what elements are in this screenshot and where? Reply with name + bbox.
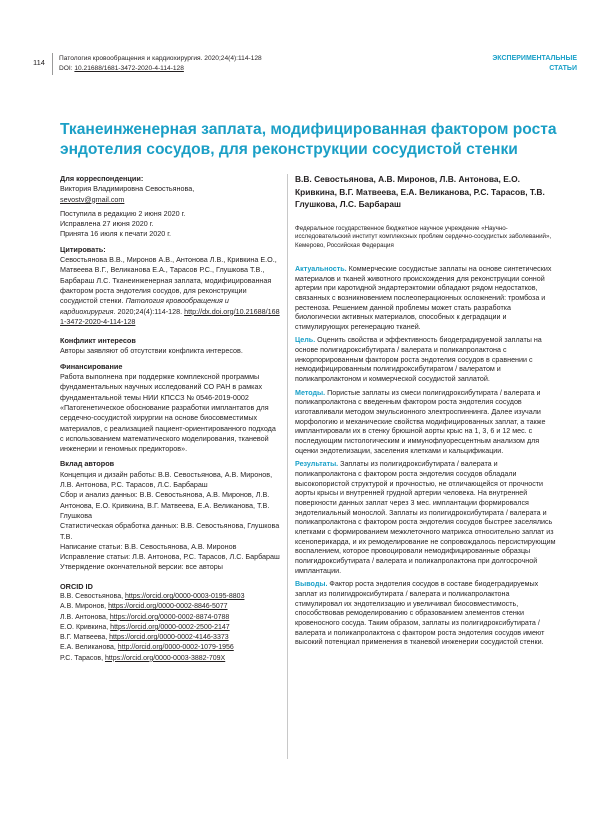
orcid-author: В.В. Севостьянова, <box>60 592 125 600</box>
orcid-author: Е.О. Кривкина, <box>60 623 111 631</box>
methods-text: Пористые заплаты из смеси полигидроксибутирата / валерата и поликапролактона с введенным фактором роста эндотелия сосудов изготавливали методом эмульсионного электроспиннинга. Далее изучали морфологию и механические свойства модифицированных заплат, а также имплантировали их в стенку брюшной аорты крыс на 1, 3, 6 и 12 мес. с последующим гистологическим и иммунофлуоресцентным анализом для оценки эндотелизации, заселения клетками и кальцификации. <box>295 388 546 455</box>
orcid-entry <box>60 613 280 623</box>
abstract-methods <box>295 389 557 457</box>
orcid-author: Р.С. Тарасов, <box>60 654 105 662</box>
contribution-heading: Вклад авторов <box>60 459 115 469</box>
doi-line <box>59 64 262 74</box>
doi-link[interactable]: 10.21688/1681-3472-2020-4-114-128 <box>74 65 184 72</box>
orcid-entry <box>60 602 280 612</box>
section-label-line-1: ЭКСПЕРИМЕНТАЛЬНЫЕ <box>492 55 577 62</box>
correspondence-name: Виктория Владимировна Севостьянова, <box>60 184 195 194</box>
conclusions-text: Фактор роста эндотелия сосудов в составе биодеградируемых заплат из полигидроксибутирата / валерата и поликапролактона стимулировал их эндотелизацию и увеличивал биосовместимость, способствовав ремоделированию с образованием элементов стенки кровеносного сосуда. Таким образом, заплаты из полигидроксибутирата / валерата и поликапролактона с фактором роста эндотелия сосудов имеют высокий потенциал применения в тканевой инженерии сосудистой стенки. <box>295 580 545 647</box>
contribution-line: Концепция и дизайн работы: В.В. Севостьянова, А.В. Миронов, Л.В. Антонова, Р.С. Тарасов, Л.С. Барбараш <box>60 469 273 490</box>
citation-journal: Патология кровообращения и кардиохирургия <box>60 296 229 316</box>
orcid-entry <box>60 654 280 664</box>
accepted-date: Принята 16 июля к печати 2020 г. <box>60 229 171 239</box>
relevance-label: Актуальность. <box>295 264 347 273</box>
funding-heading: Финансирование <box>60 361 123 371</box>
methods-label: Методы. <box>295 388 326 397</box>
section-label-line-2: СТАТЬИ <box>549 64 577 72</box>
orcid-link[interactable]: https://orcid.org/0000-0003-3882-709X <box>104 654 226 662</box>
citation-body: Севостьянова В.В., Миронов А.В., Антонова Л.В., Кривкина Е.О., Матвеева В.Г., Великанова Е.А., Тарасов Р.С., Глушкова Т.В., Барбараш Л.С. Тканеинженерная заплата, модифицированная фактором роста эндотелия сосудов, для реконструкции сосудистой стенки. <box>60 255 277 306</box>
citation-link[interactable]: http://dx.doi.org/10.21688/1681-3472-2020-4-114-128 <box>60 306 280 326</box>
aim-text: Оценить свойства и эффективность биодеградируемой заплаты на основе полигидроксибутирата / валерата и поликапролактона с инкорпорированным фактором роста эндотелия сосудов в сравнении с немодифицированным полигидроксибутиратом / валератом и поликапролактоном и коммерческой сосудистой заплатой. <box>295 336 542 384</box>
orcid-link[interactable]: https://orcid.org/0000-0003-0195-8803 <box>124 592 245 600</box>
column-divider <box>287 174 288 759</box>
contribution-line: Исправление статьи: Л.В. Антонова, Р.С. Тарасов, Л.С. Барбараш <box>60 552 280 562</box>
citation-text <box>60 255 280 327</box>
aim-label: Цель. <box>295 336 316 345</box>
article-info-column <box>60 174 280 664</box>
article-title: Тканеинженерная заплата, модифицированная фактором роста эндотелия сосудов, для реконструкции сосудистой стенки <box>60 121 557 158</box>
abstract-results <box>295 460 557 576</box>
orcid-heading: ORCID ID <box>60 581 93 591</box>
results-label: Результаты. <box>295 460 339 469</box>
abstract-conclusions <box>295 580 557 648</box>
doi-prefix: DOI: <box>59 65 75 72</box>
citation-heading: Цитировать: <box>60 244 106 254</box>
main-column <box>295 174 557 652</box>
orcid-entry <box>60 633 280 643</box>
funding-text: Работа выполнена при поддержке комплексной программы фундаментальных научных исследований СО РАН в рамках фундаментальной темы НИИ КПССЗ № 0546-2019-0002 «Патогенетическое обоснование разработки имплантатов для сердечно-сосудистой хирургии на основе биосовместимых материалов, с реализацией пациент-ориентированного подхода с использованием математического моделирования, тканевой инженерии и геномных предикторов». <box>60 372 276 454</box>
page-number: 114 <box>33 58 45 67</box>
conflict-heading: Конфликт интересов <box>60 336 136 346</box>
abstract-relevance <box>295 265 557 333</box>
abstract <box>295 265 557 648</box>
correspondence-heading: Для корреспонденции: <box>60 174 144 183</box>
conclusions-label: Выводы. <box>295 580 328 589</box>
contribution-line: Утверждение окончательной версии: все авторы <box>60 562 223 572</box>
received-date: Поступила в редакцию 2 июня 2020 г. <box>60 208 186 218</box>
correspondence-email[interactable]: sevostv@gmail.com <box>60 194 125 204</box>
results-text: Заплаты из полигидроксибутирата / валерата и поликапролактона с фактором роста эндотелия сосудов обладали высокопористой структурой и прочностью, не отличающейся от прочности аорты крысы и внутренней грудной артерии человека. На внутренней поверхности данных заплат через 3 мес. имплантации формировался эндотелиальный монослой. Заплаты из полигидроксибутирата / валерата и поликапролактона с фактором роста эндотелия сосудов быстрее заселялись клетками с формированием межклеточного матрикса относительно заплат из ксеноперикарда, и их ремоделирование не сопровождалось персистирующим воспалением, которое провоцировали немодифицированные образцы полигидроксибутирата / валерата и поликапролактона при долгосрочной имплантации. <box>295 460 556 575</box>
contribution-line: Статистическая обработка данных: В.В. Севостьянова, Глушкова Т.В. <box>60 521 280 541</box>
conflict-text: Авторы заявляют об отсутствии конфликта интересов. <box>60 346 243 356</box>
journal-header <box>59 54 262 74</box>
citation-details: . 2020;24(4):114-128. <box>113 306 185 316</box>
affiliation: Федеральное государственное бюджетное научное учреждение «Научно-исследовательский институт комплексных проблем сердечно-сосудистых заболеваний», Кемерово, Российская Федерация <box>295 224 552 250</box>
relevance-text: Коммерческие сосудистые заплаты на основе синтетических материалов и тканей животного происхождения для реконструкции сонной артерии при каротидной эндартерэктомии обладают рядом недостатков, связанных с возникновением послеоперационных осложнений: тромбоза и рестеноза. Решением данной проблемы может стать разработка биологически активных материалов, способных к деградации и стимулирующих регенерацию тканей. <box>295 264 552 331</box>
journal-citation-line: Патология кровообращения и кардиохирургия. 2020;24(4):114-128 <box>59 55 262 62</box>
orcid-link[interactable]: https://orcid.org/0000-0002-4146-3373 <box>109 634 229 642</box>
orcid-link[interactable]: https://orcid.org/0000-0002-8874-0788 <box>109 613 230 621</box>
orcid-link[interactable]: https://orcid.org/0000-0002-8846-5077 <box>108 603 228 611</box>
abstract-aim <box>295 336 557 384</box>
orcid-author: Е.А. Великанова, <box>60 644 118 652</box>
orcid-author: Л.В. Антонова, <box>60 613 110 621</box>
orcid-entry <box>60 623 280 633</box>
orcid-author: А.В. Миронов, <box>60 603 109 611</box>
orcid-link[interactable]: https://orcid.org/0000-0002-2500-2147 <box>110 623 230 631</box>
revised-date: Исправлена 27 июня 2020 г. <box>60 219 154 229</box>
header-divider <box>52 53 53 75</box>
contribution-line: Сбор и анализ данных: В.В. Севостьянова, А.В. Миронов, Л.В. Антонова, Е.О. Кривкина, В.Г. Матвеева, Е.А. Великанова, Т.В. Глушкова <box>60 490 270 520</box>
section-label <box>467 54 577 73</box>
orcid-entry <box>60 643 280 653</box>
orcid-entry <box>60 592 280 602</box>
contribution-line: Написание статьи: В.В. Севостьянова, А.В. Миронов <box>60 541 237 551</box>
author-list: В.В. Севостьянова, А.В. Миронов, Л.В. Антонова, Е.О. Кривкина, В.Г. Матвеева, Е.А. Великанова, Р.С. Тарасов, Т.В. Глушкова, Л.С. Барбараш <box>295 174 545 209</box>
orcid-author: В.Г. Матвеева, <box>60 634 110 642</box>
orcid-link[interactable]: http://orcid.org/0000-0002-1079-1956 <box>117 644 234 652</box>
